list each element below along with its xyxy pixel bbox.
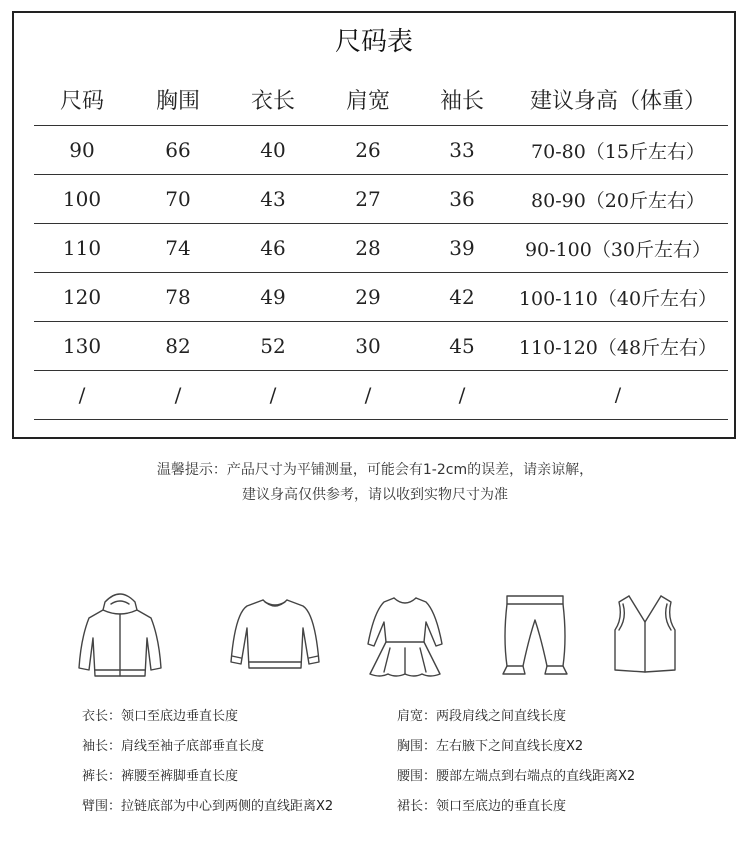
cell-chest: / bbox=[130, 371, 226, 420]
vest-icon bbox=[605, 588, 685, 680]
cell-shoulder: 26 bbox=[320, 126, 416, 175]
cell-chest: 70 bbox=[130, 175, 226, 224]
cell-chest: 82 bbox=[130, 322, 226, 371]
cell-chest: 66 bbox=[130, 126, 226, 175]
sweatshirt-icon bbox=[225, 588, 325, 680]
cell-sleeve: 36 bbox=[416, 175, 508, 224]
cell-shoulder: 30 bbox=[320, 322, 416, 371]
table-row bbox=[34, 175, 728, 224]
table-row bbox=[34, 126, 728, 175]
cell-size: 130 bbox=[34, 322, 130, 371]
cell-sleeve: 39 bbox=[416, 224, 508, 273]
cell-length: 43 bbox=[226, 175, 320, 224]
table-row bbox=[34, 224, 728, 273]
cell-size: 90 bbox=[34, 126, 130, 175]
cell-size: / bbox=[34, 371, 130, 420]
definition-arm: 臂围：拉链底部为中心到两侧的直线距离X2 bbox=[82, 799, 334, 814]
definition-waist: 腰围：腰部左端点到右端点的直线距离X2 bbox=[397, 769, 636, 784]
cell-sleeve: 33 bbox=[416, 126, 508, 175]
measurement-tips bbox=[0, 458, 750, 508]
hooded-jacket-icon bbox=[75, 588, 165, 680]
cell-recommended: / bbox=[508, 371, 728, 420]
pants-icon bbox=[495, 588, 575, 680]
cell-recommended: 80-90（20斤左右） bbox=[508, 175, 728, 224]
cell-size: 120 bbox=[34, 273, 130, 322]
cell-recommended: 90-100（30斤左右） bbox=[508, 224, 728, 273]
cell-chest: 78 bbox=[130, 273, 226, 322]
cell-size: 110 bbox=[34, 224, 130, 273]
tips-line-1: 温馨提示：产品尺寸为平铺测量，可能会有1-2cm的误差，请亲谅解， bbox=[156, 462, 594, 478]
definition-shoulder: 肩宽：两段肩线之间直线长度 bbox=[397, 709, 567, 724]
cell-length: 49 bbox=[226, 273, 320, 322]
cell-sleeve: 42 bbox=[416, 273, 508, 322]
tips-line-2: 建议身高仅供参考，请以收到实物尺寸为准 bbox=[242, 487, 508, 503]
table-row bbox=[34, 322, 728, 371]
definition-chest: 胸围：左右腋下之间直线长度X2 bbox=[397, 739, 584, 754]
cell-sleeve: 45 bbox=[416, 322, 508, 371]
cell-recommended: 110-120（48斤左右） bbox=[508, 322, 728, 371]
chart-title: 尺码表 bbox=[334, 27, 413, 57]
header-row bbox=[34, 73, 728, 126]
garment-illustrations bbox=[70, 588, 690, 688]
size-chart bbox=[12, 11, 736, 439]
cell-length: / bbox=[226, 371, 320, 420]
cell-shoulder: 28 bbox=[320, 224, 416, 273]
header-recommended: 建议身高（体重） bbox=[508, 73, 728, 126]
header-sleeve: 袖长 bbox=[416, 73, 508, 126]
definition-pants-length: 裤长：裤腰至裤脚垂直长度 bbox=[82, 769, 239, 784]
cell-shoulder: / bbox=[320, 371, 416, 420]
cell-chest: 74 bbox=[130, 224, 226, 273]
cell-size: 100 bbox=[34, 175, 130, 224]
table-row bbox=[34, 371, 728, 420]
header-chest: 胸围 bbox=[130, 73, 226, 126]
cell-length: 46 bbox=[226, 224, 320, 273]
cell-sleeve: / bbox=[416, 371, 508, 420]
definition-skirt-length: 裙长：领口至底边的垂直长度 bbox=[397, 799, 567, 814]
header-length: 衣长 bbox=[226, 73, 320, 126]
cell-shoulder: 27 bbox=[320, 175, 416, 224]
table-row bbox=[34, 273, 728, 322]
size-table bbox=[34, 73, 728, 420]
definition-sleeve: 袖长：肩线至袖子底部垂直长度 bbox=[82, 739, 265, 754]
header-shoulder: 肩宽 bbox=[320, 73, 416, 126]
dress-icon bbox=[360, 588, 450, 680]
header-size: 尺码 bbox=[34, 73, 130, 126]
definition-length: 衣长：领口至底边垂直长度 bbox=[82, 709, 239, 724]
cell-recommended: 70-80（15斤左右） bbox=[508, 126, 728, 175]
cell-shoulder: 29 bbox=[320, 273, 416, 322]
cell-length: 52 bbox=[226, 322, 320, 371]
cell-length: 40 bbox=[226, 126, 320, 175]
cell-recommended: 100-110（40斤左右） bbox=[508, 273, 728, 322]
